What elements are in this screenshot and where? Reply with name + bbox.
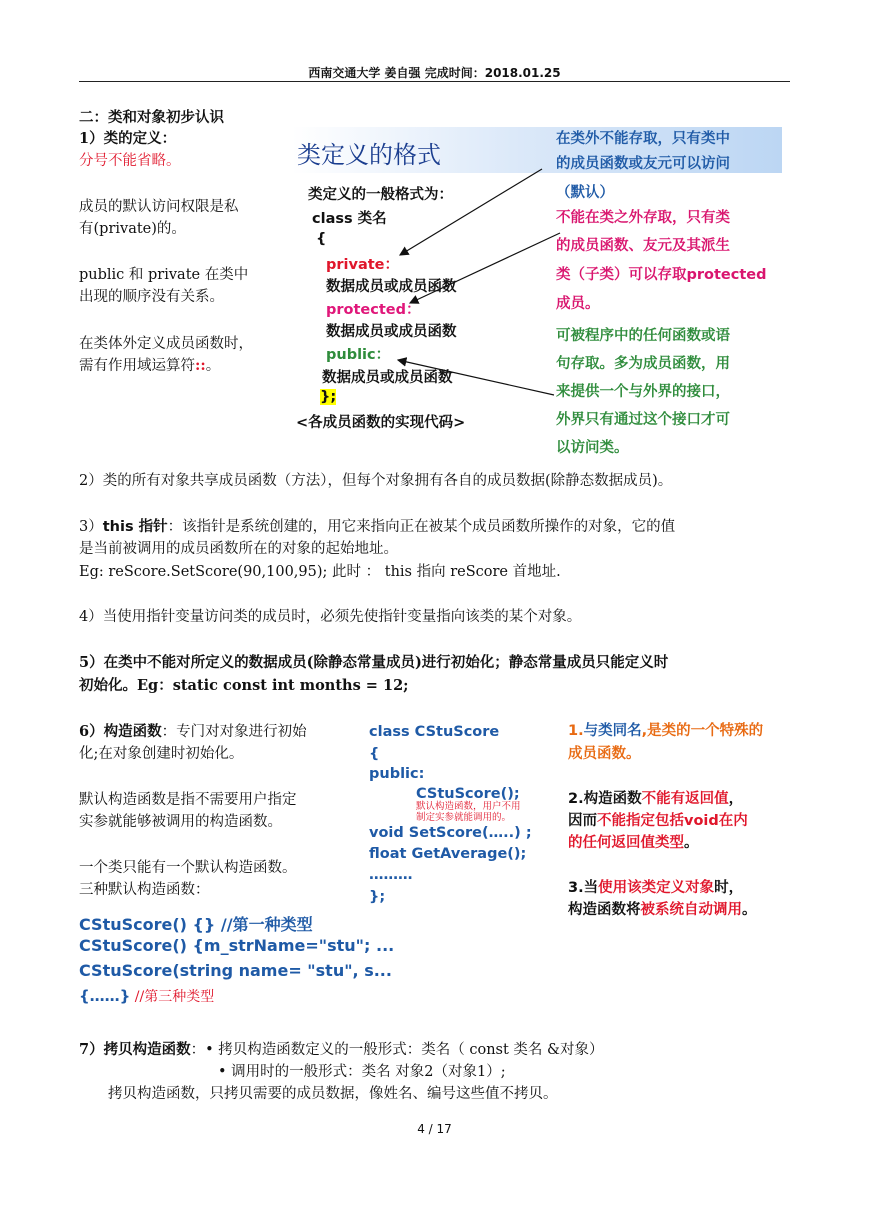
private-note-3: （默认） <box>556 185 614 201</box>
f2-n3e: 被系统自动调用 <box>640 902 742 918</box>
item7-line1 <box>79 1039 603 1061</box>
code-line-1: 类定义的一般格式为： <box>308 187 453 203</box>
f2-n3a: 3.当 <box>568 880 599 896</box>
f2-n2b: 不能有返回值 <box>641 791 729 807</box>
ctor-type-1: CStuScore() {} //第一种类型 <box>79 915 313 934</box>
class-format-figure <box>292 127 782 456</box>
item1-note-order-2: 出现的顺序没有关系。 <box>79 289 224 305</box>
item5-line2: 初始化。Eg：static const int months = 12; <box>79 677 409 694</box>
f2-note-3-line1 <box>568 877 743 899</box>
item7-line1-rest: ：• 拷贝构造函数定义的一般形式：类名（ const 类名 &对象） <box>190 1042 604 1058</box>
public-note-3: 来提供一个与外界的接口， <box>556 384 730 400</box>
scope-period: 。 <box>205 358 221 374</box>
protected-note-1: 不能在类之外存取，只有类 <box>556 210 730 226</box>
f2-code-3: public: <box>369 766 425 782</box>
protected-note-2: 的成员函数、友元及其派生 <box>556 238 730 254</box>
f2-n1a: 1. <box>568 723 584 739</box>
page-number: 4 / 17 <box>417 1122 452 1136</box>
f2-code-2: { <box>369 746 380 762</box>
page-header: 西南交通大学 姜自强 完成时间：2018.01.25 <box>308 66 561 80</box>
f2-code-6: float GetAverage(); <box>369 846 527 862</box>
f2-n2g: 。 <box>684 835 699 851</box>
private-note-2: 的成员函数或友元可以访问 <box>556 156 730 172</box>
arrow-protected <box>410 233 560 303</box>
item1-note-scope-1: 在类体外定义成员函数时， <box>79 336 253 352</box>
protected-note-4: 成员。 <box>556 296 600 312</box>
f2-note-1-line2: 成员函数。 <box>568 746 641 762</box>
ctor-type-3-body <box>79 986 214 1006</box>
f2-code-note-1: 默认构造函数，用户不用 <box>416 801 521 812</box>
code-line-9: 数据成员或成员函数 <box>322 370 453 386</box>
item3-keyword: this 指针 <box>102 519 168 535</box>
f2-n3c: 时， <box>714 880 744 896</box>
item1-note-order-1: public 和 private 在类中 <box>79 267 249 283</box>
f2-note-3-line2 <box>568 899 757 921</box>
f2-code-1: class CStuScore <box>369 724 500 740</box>
public-note-4: 外界只有通过这个接口才可 <box>556 412 730 428</box>
section-title: 二：类和对象初步认识 <box>79 109 224 126</box>
constructor-figure <box>366 716 790 916</box>
item1-note-semicolon: 分号不能省略。 <box>79 153 181 169</box>
item6-line2: 化;在对象创建时初始化。 <box>79 746 244 762</box>
f2-n2f: 的任何返回值类型 <box>568 835 684 851</box>
item6-heading: 6）构造函数 <box>79 723 162 740</box>
ctor-type-2: CStuScore() {m_strName="stu"; ... <box>79 936 395 955</box>
f2-n1c: ,是类的一个特殊的 <box>641 723 764 739</box>
item3-rest: ：该指针是系统创建的，用它来指向正在被某个成员函数所操作的对象，它的值 <box>167 519 676 535</box>
f2-n3f: 。 <box>742 902 757 918</box>
code-protected: protected： <box>326 302 421 318</box>
scope-operator: :: <box>195 357 206 374</box>
scope-text: 需有作用域运算符 <box>79 358 195 374</box>
f2-code-7: ……… <box>369 867 413 883</box>
code-private: private： <box>326 257 400 273</box>
f2-n2e: 不能指定包括void在内 <box>597 813 748 829</box>
item3-prefix: 3） <box>79 519 103 535</box>
f2-n2d: 因而 <box>568 813 597 829</box>
figure-title: 类定义的格式 <box>297 141 441 169</box>
item3-example: Eg: reScore.SetScore(90,100,95); 此时 ： this 指向 reScore 首地址. <box>79 564 561 580</box>
f2-code-5: void SetScore(…..) ; <box>369 825 532 841</box>
f2-code-4: CStuScore(); <box>416 786 520 802</box>
item1-heading: 1）类的定义： <box>79 130 177 147</box>
code-line-2: class 类名 <box>312 211 387 227</box>
f2-note-1-line1 <box>568 720 763 742</box>
ctor-comment: //第三种类型 <box>130 989 215 1005</box>
item7-line3: 拷贝构造函数，只拷贝需要的成员数据，像姓名、编号这些值不拷贝。 <box>108 1086 558 1102</box>
code-public: public： <box>326 347 391 363</box>
item2-text: 2）类的所有对象共享成员函数（方法），但每个对象拥有各自的成员数据(除静态数据成员)。 <box>79 473 673 489</box>
item6-default-2: 实参就能够被调用的构造函数。 <box>79 814 282 830</box>
item6-line1 <box>79 721 307 743</box>
f2-n3b: 使用该类定义对象 <box>598 880 715 896</box>
item6-three-types: 三种默认构造函数： <box>79 882 210 898</box>
item4-text: 4）当使用指针变量访问类的成员时，必须先使指针变量指向该类的某个对象。 <box>79 609 582 625</box>
item1-note-scope-2 <box>79 355 220 377</box>
f2-n2a: 2.构造函数 <box>568 791 642 807</box>
item3-line1 <box>79 516 675 538</box>
protected-note-3: 类（子类）可以存取protected <box>556 267 767 283</box>
code-line-5: 数据成员或成员函数 <box>326 279 457 295</box>
item1-note-default-1: 成员的默认访问权限是私 <box>79 199 239 215</box>
ctor-body: {……} <box>79 987 131 1005</box>
item1-note-default-2: 有(private)的。 <box>79 221 186 237</box>
item3-line2: 是当前被调用的成员函数所在的对象的起始地址。 <box>79 541 398 557</box>
f2-note-2-line3 <box>568 832 699 854</box>
code-line-7: 数据成员或成员函数 <box>326 324 457 340</box>
item6-heading-rest: ：专门对对象进行初始 <box>161 724 307 740</box>
item6-only-one: 一个类只能有一个默认构造函数。 <box>79 860 297 876</box>
arrow-private <box>400 169 542 255</box>
figure-arrows <box>292 127 782 452</box>
f2-n3d: 构造函数将 <box>568 902 641 918</box>
header-rule <box>79 81 790 82</box>
f2-n1b: 与类同名 <box>583 723 642 739</box>
code-impl: <各成员函数的实现代码> <box>296 415 466 431</box>
f2-code-note-2: 制定实参就能调用的。 <box>416 812 512 823</box>
code-close-brace: }; <box>320 389 337 405</box>
ctor-type-3: CStuScore(string name= "stu", s... <box>79 961 392 980</box>
item5-line1: 5）在类中不能对所定义的数据成员(除静态常量成员)进行初始化；静态常量成员只能定义时 <box>79 654 669 671</box>
item7-heading: 7）拷贝构造函数 <box>79 1041 191 1058</box>
item6-default-1: 默认构造函数是指不需要用户指定 <box>79 792 297 808</box>
public-note-1: 可被程序中的任何函数或语 <box>556 328 730 344</box>
public-note-5: 以访问类。 <box>556 440 629 456</box>
public-note-2: 句存取。多为成员函数，用 <box>556 356 730 372</box>
arrow-public <box>398 360 554 395</box>
f2-note-2-line1 <box>568 788 743 810</box>
f2-code-8: }; <box>369 889 386 905</box>
f2-note-2-line2 <box>568 810 748 832</box>
private-note-1: 在类外不能存取，只有类中 <box>556 131 730 147</box>
item7-line2: • 调用时的一般形式：类名 对象2（对象1）; <box>218 1064 506 1080</box>
code-line-3: { <box>316 231 327 247</box>
f2-n2c: ， <box>728 791 744 807</box>
